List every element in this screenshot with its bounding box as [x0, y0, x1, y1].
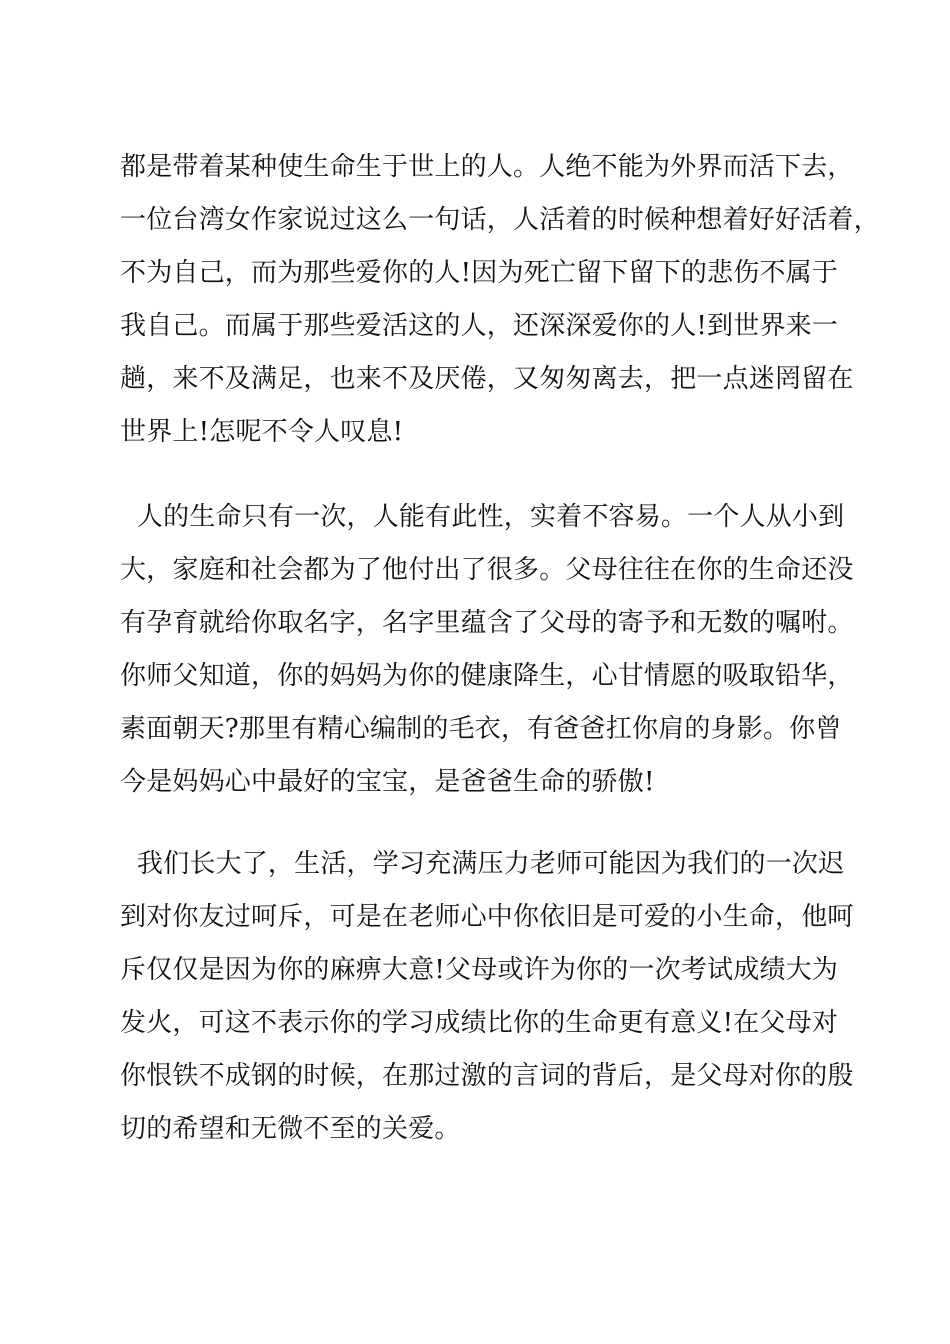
- text-line: 世界上!怎呢不令人叹息!: [120, 417, 404, 447]
- text-line: 你恨铁不成钢的时候，在那过激的言词的背后，是父母对你的殷: [120, 1061, 854, 1091]
- text-line: 趟，来不及满足，也来不及厌倦，又匆匆离去，把一点迷罔留在: [120, 364, 854, 394]
- text-line: 我们长大了，生活，学习充满压力老师可能因为我们的一次迟: [120, 849, 845, 879]
- text-line: 素面朝天?那里有精心编制的毛衣，有爸爸扛你肩的身影。你曾: [120, 714, 842, 744]
- text-line: 发火，可这不表示你的学习成绩比你的生命更有意义!在父母对: [120, 1008, 839, 1038]
- text-line: 斥仅仅是因为你的麻痹大意!父母或许为你的一次考试成绩大为: [120, 955, 839, 985]
- text-line: 到对你友过呵斥，可是在老师心中你依旧是可爱的小生命，他呵: [120, 902, 854, 932]
- text-line: 我自己。而属于那些爱活这的人，还深深爱你的人!到世界来一: [120, 311, 839, 341]
- paragraph-2: [120, 491, 860, 809]
- text-line: 有孕育就给你取名字，名字里蕴含了父母的寄予和无数的嘱咐。: [120, 608, 854, 638]
- text-line: 大，家庭和社会都为了他付出了很多。父母往往在你的生命还没: [120, 555, 854, 585]
- text-line: 人的生命只有一次，人能有此性，实着不容易。一个人从小到: [120, 502, 845, 532]
- paragraph-3: [120, 838, 860, 1156]
- text-line: 都是带着某种使生命生于世上的人。人绝不能为外界而活下去，: [120, 152, 854, 182]
- text-line: 不为自己，而为那些爱你的人!因为死亡留下留下的悲伤不属于: [120, 258, 839, 288]
- text-line: 一位台湾女作家说过这么一句话，人活着的时候种想着好好活着，: [120, 205, 880, 235]
- text-line: 今是妈妈心中最好的宝宝，是爸爸生命的骄傲!: [120, 767, 655, 797]
- paragraph-1: [120, 141, 880, 459]
- text-line: 你师父知道，你的妈妈为你的健康降生，心甘情愿的吸取铅华，: [120, 661, 854, 691]
- text-line: 切的希望和无微不至的关爱。: [120, 1114, 461, 1144]
